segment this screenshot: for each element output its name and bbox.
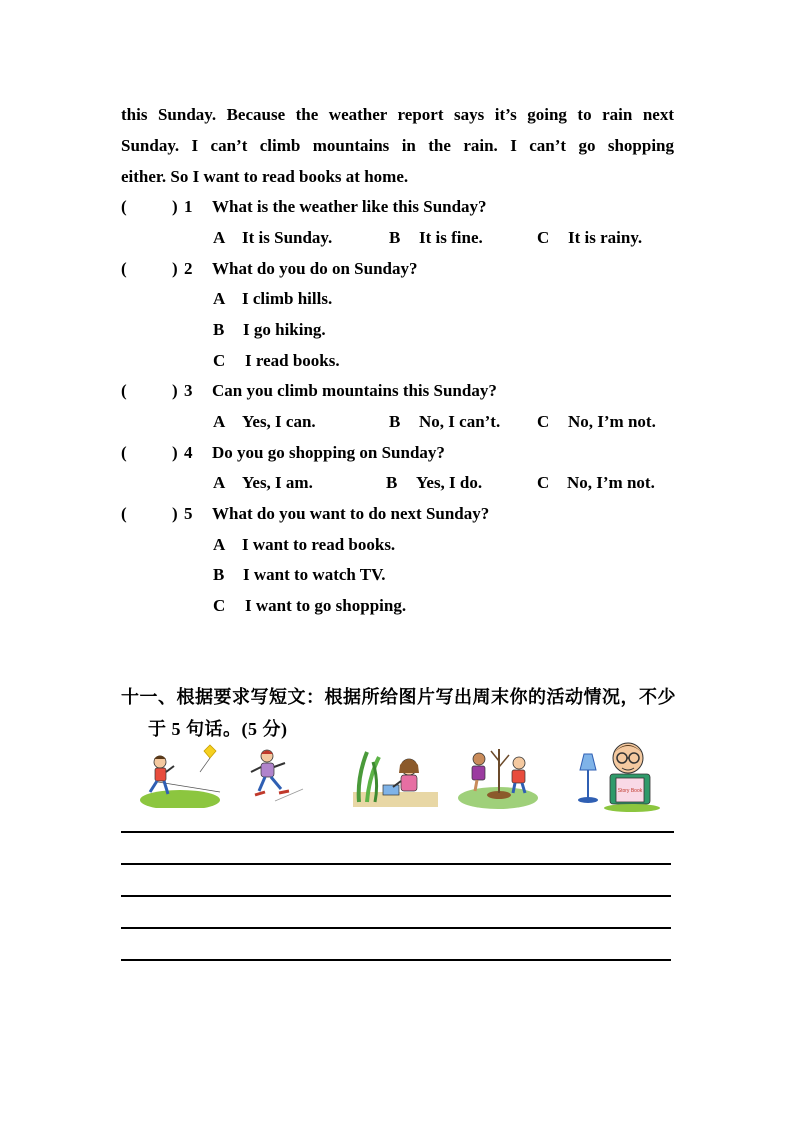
option-letter-a: A <box>213 473 226 492</box>
option-text-b: I want to watch TV. <box>243 565 386 584</box>
question-text: What is the weather like this Sunday? <box>212 197 487 216</box>
writing-line-3[interactable] <box>121 895 671 897</box>
option-text-c: No, I’m not. <box>567 473 655 492</box>
passage-line-1: this Sunday. Because the weather report says it’s going to rain next <box>121 105 674 124</box>
option-text-a: I climb hills. <box>242 289 333 308</box>
option-letter-b: B <box>213 565 225 584</box>
answer-blank-open[interactable]: ( <box>121 381 127 400</box>
answer-blank-close: ) <box>172 381 178 400</box>
question-number: 3 <box>184 381 193 400</box>
option-letter-c: C <box>213 351 226 370</box>
option-letter-b: B <box>213 320 225 339</box>
option-text-c: No, I’m not. <box>568 412 656 431</box>
option-text-b: Yes, I do. <box>416 473 483 492</box>
option-text-b: I go hiking. <box>243 320 326 339</box>
option-letter-a: A <box>213 535 226 554</box>
option-text-c: I read books. <box>245 351 340 370</box>
question-text: What do you do on Sunday? <box>212 259 418 278</box>
question-number: 4 <box>184 443 193 462</box>
option-letter-b: B <box>389 228 401 247</box>
option-letter-c: C <box>537 473 550 492</box>
option-letter-c: C <box>537 228 550 247</box>
answer-blank-open[interactable]: ( <box>121 259 127 278</box>
option-letter-c: C <box>213 596 226 615</box>
option-text-a: Yes, I can. <box>242 412 316 431</box>
passage-line-3: either. So I want to read books at home. <box>121 167 409 186</box>
question-number: 2 <box>184 259 193 278</box>
option-letter-b: B <box>389 412 401 431</box>
question-text: Do you go shopping on Sunday? <box>212 443 445 462</box>
answer-blank-close: ) <box>172 197 178 216</box>
option-text-c: It is rainy. <box>568 228 643 247</box>
answer-blank-close: ) <box>172 259 178 278</box>
option-text-a: It is Sunday. <box>242 228 333 247</box>
passage-line-2: Sunday. I can’t climb mountains in the rain. I can’t go shopping <box>121 136 674 155</box>
option-letter-a: A <box>213 228 226 247</box>
question-number: 5 <box>184 504 193 523</box>
question-number: 1 <box>184 197 193 216</box>
option-letter-b: B <box>386 473 398 492</box>
option-text-b: It is fine. <box>419 228 483 247</box>
answer-blank-open[interactable]: ( <box>121 504 127 523</box>
book-title: Story Book <box>617 788 643 794</box>
answer-blank-open[interactable]: ( <box>121 197 127 216</box>
option-letter-a: A <box>213 289 226 308</box>
writing-line-1[interactable] <box>121 831 674 833</box>
section-11-title: 十一、根据要求写短文：根据所给图片写出周末你的活动情况，不少 <box>121 687 676 707</box>
answer-blank-open[interactable]: ( <box>121 443 127 462</box>
skating-picture <box>245 745 305 803</box>
writing-line-2[interactable] <box>121 863 671 865</box>
watering-plants-picture <box>353 747 438 807</box>
answer-blank-close: ) <box>172 443 178 462</box>
flying-kite-picture <box>140 742 226 808</box>
option-text-a: I want to read books. <box>242 535 396 554</box>
writing-line-5[interactable] <box>121 959 671 961</box>
planting-trees-picture <box>457 743 539 809</box>
question-text: What do you want to do next Sunday? <box>212 504 490 523</box>
option-text-a: Yes, I am. <box>242 473 313 492</box>
option-letter-c: C <box>537 412 550 431</box>
option-text-b: No, I can’t. <box>419 412 501 431</box>
reading-book-picture <box>576 738 662 812</box>
writing-line-4[interactable] <box>121 927 671 929</box>
answer-blank-close: ) <box>172 504 178 523</box>
question-text: Can you climb mountains this Sunday? <box>212 381 497 400</box>
option-text-c: I want to go shopping. <box>245 596 407 615</box>
section-11-title-cont: 于 5 句话。(5 分) <box>148 719 288 739</box>
option-letter-a: A <box>213 412 226 431</box>
